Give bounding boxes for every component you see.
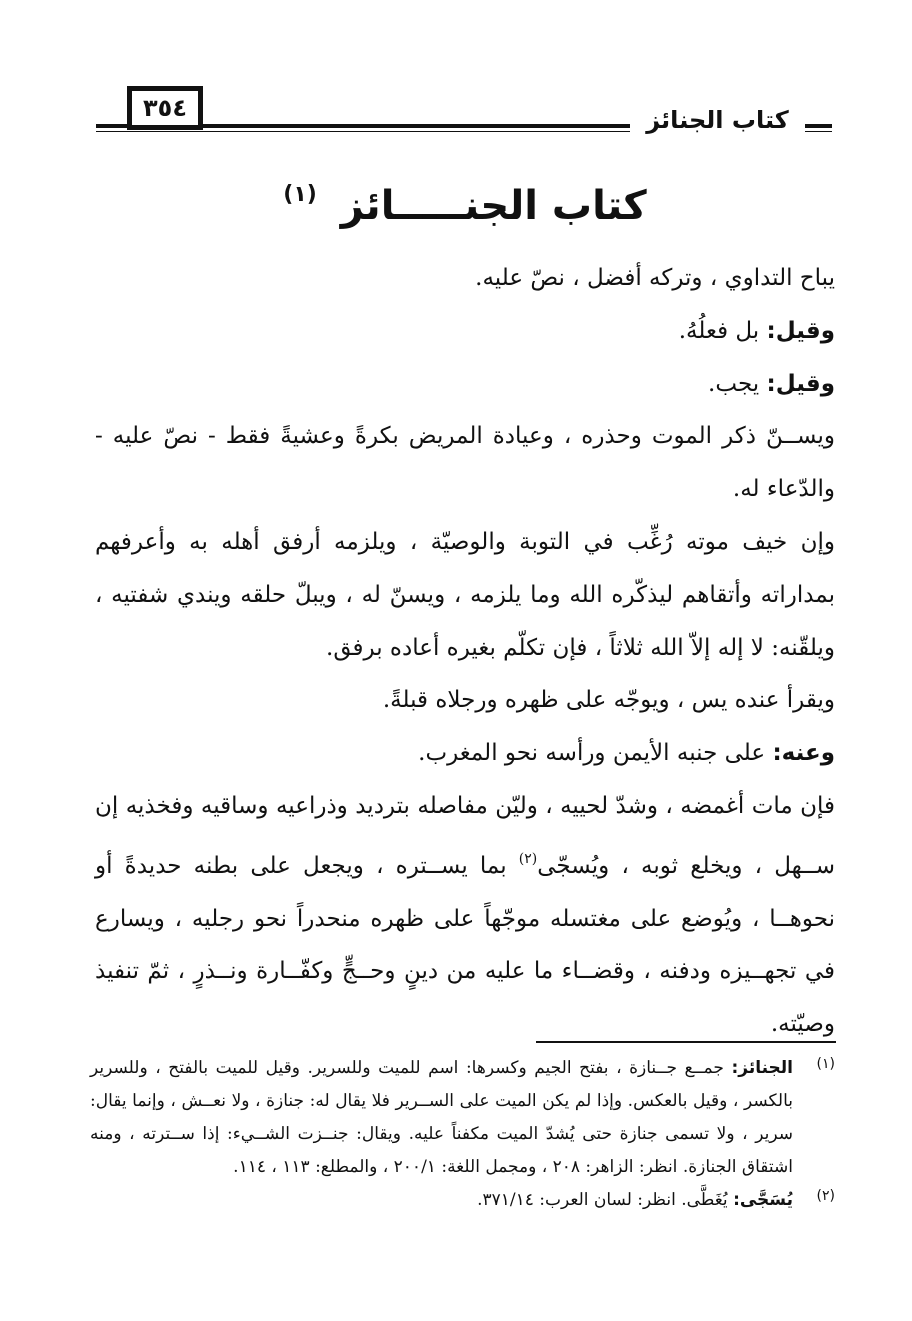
paragraph: وإن خيف موته رُغِّب في التوبة والوصيّة ، ويلزمه أرفق أهله به وأعرفهم بمداراته وأتقاهم ليذكّره الله وما يلزمه ، ويسنّ له ، ويبلّ حلقه ويندي شفتيه ، ويلقّنه: لا إله إلاّ الله ثلاثاً ، فإن تكلّم بغيره أعاده برفق.	[95, 528, 835, 661]
footnote-reference: (٢)	[518, 850, 538, 867]
chapter-title	[250, 160, 680, 230]
paragraph-text: بل فعلُهُ.	[678, 317, 767, 344]
body-text	[95, 252, 835, 1051]
running-title: كتاب الجنائز	[630, 102, 805, 138]
footnote-reference: (١)	[283, 182, 317, 207]
footnote-number: (٢)	[816, 1188, 835, 1204]
page-number	[127, 86, 203, 130]
paragraph	[95, 358, 835, 411]
paragraph-text: على جنبه الأيمن ورأسه نحو المغرب.	[418, 740, 773, 767]
paragraph: ويقرأ عنده يس ، ويوجّه على ظهره ورجلاه قبلةً.	[382, 687, 835, 714]
paragraph-lead: وقيل:	[766, 317, 835, 344]
header-rule-end	[802, 124, 832, 132]
footnote-number: (١)	[816, 1056, 835, 1072]
paragraph: يباح التداوي ، وتركه أفضل ، نصّ عليه.	[475, 265, 835, 291]
paragraph-lead: وعنه:	[772, 740, 835, 767]
paragraph: ويســنّ ذكر الموت وحذره ، وعيادة المريض بكرةً وعشيةً فقط - نصّ عليه - والدّعاء له.	[95, 423, 835, 503]
footnote-separator	[536, 1041, 836, 1043]
footnote	[90, 1184, 835, 1217]
chapter-title-text: كتاب الجنـــــائز	[340, 183, 647, 229]
footnote-text: جمــع جــنازة ، بفتح الجيم وكسرها: اسم للميت وللسرير. وقيل للميت بالفتح ، وللسرير بالكسر ، وقيل بالعكس. وإذا لم يكن الميت على الســرير فلا يقال له: جنازة ، ولا نعــش ، وإنما يقال: سرير ، ولا تسمى جنازة حتى يُشدّ الميت مكفناً عليه. ويقال: جنــزت الشــيء: إذا ســترته ، ومنه اشتقاق الجنازة. انظر: الزاهر: ٢٠٨ ، ومجمل اللغة: ٢٠٠/١ ، والمطلع: ١١٣ ، ١١٤.	[90, 1058, 793, 1177]
footnote	[90, 1052, 835, 1184]
paragraph-lead: وقيل:	[766, 370, 835, 397]
paragraph	[95, 727, 835, 780]
paragraph-text: فإن مات أغمضه ، وشدّ لحييه ، وليّن مفاصله بترديد وذراعيه وساقيه وفخذيه إن ســهل ، ويخلع ثوبه ، ويُسجّى	[95, 792, 835, 879]
footnotes	[90, 1052, 835, 1217]
footnote-text: يُغَطَّى. انظر: لسان العرب: ٣٧١/١٤.	[477, 1190, 734, 1210]
page-number-text: ٣٥٤	[143, 94, 187, 122]
paragraph-text: يجب.	[708, 370, 767, 397]
footnote-head: الجنائز:	[731, 1058, 793, 1078]
footnote-head: يُسَجَّى:	[733, 1190, 793, 1210]
paragraph-text: بما يســتره ، ويجعل على بطنه حديدةً أو نحوهــا ، ويُوضع على مغتسله موجّهاً على ظهره منحدراً نحو رجليه ، ويسارع في تجهــيزه ودفنه ، وقضــاء ما عليه من دينٍ وحــجٍّ وكفّــارة ونــذرٍ ، ثمّ تنفيذ وصيّته.	[95, 852, 835, 1038]
paragraph	[95, 780, 835, 1051]
paragraph	[95, 305, 835, 358]
